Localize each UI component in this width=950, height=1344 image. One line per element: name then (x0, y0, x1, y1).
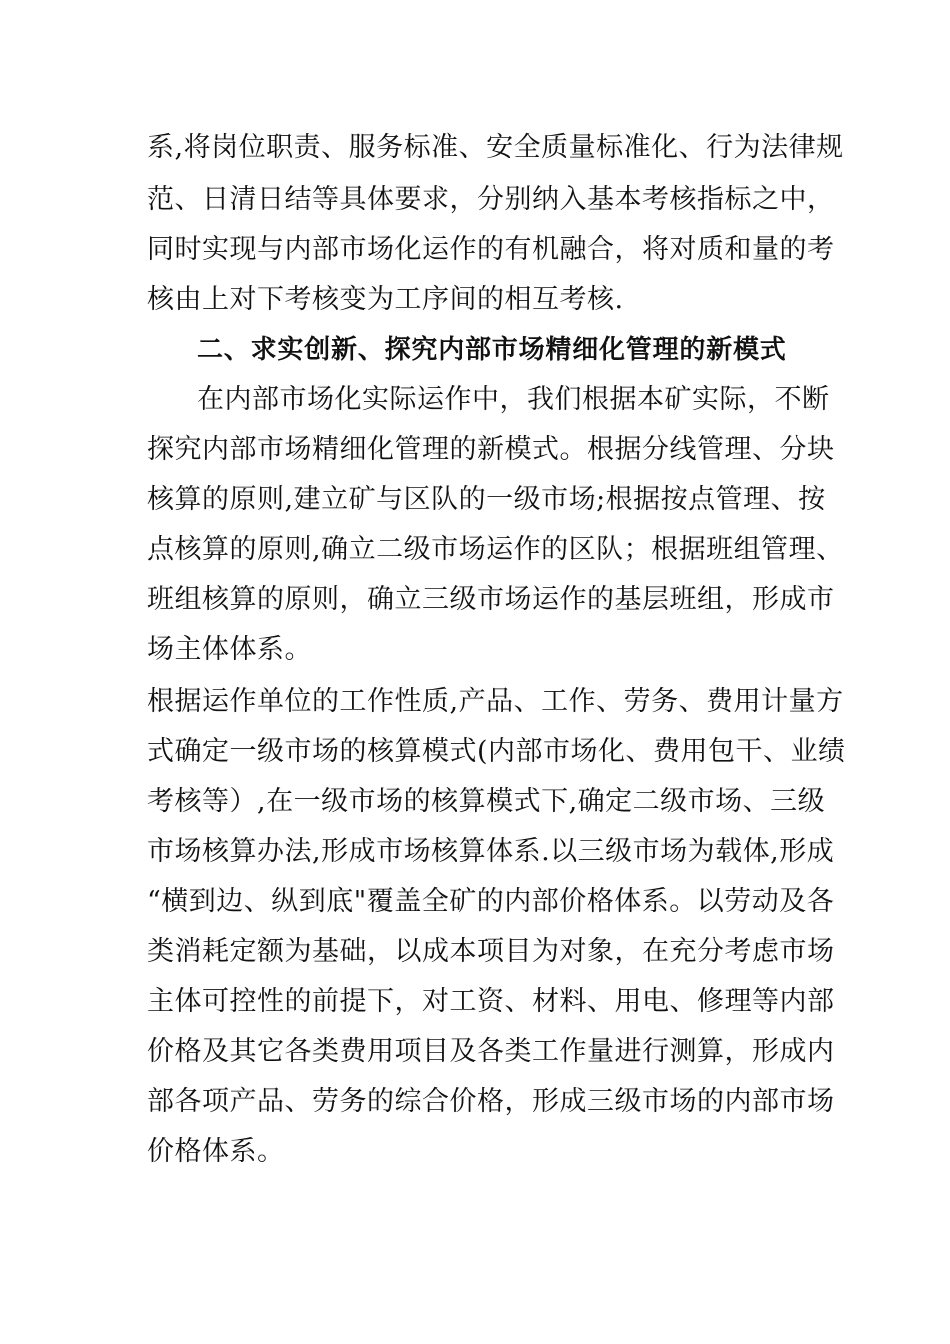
body-text-line: 根据运作单位的工作性质,产品、工作、劳务、费用计量方 (147, 686, 844, 717)
body-text-line: 价格及其它各类费用项目及各类工作量进行测算，形成内 (147, 1036, 835, 1067)
body-text-line: 系,将岗位职责、服务标准、安全质量标准化、行为法律规 (147, 132, 844, 163)
body-text-line: “横到边、纵到底"覆盖全矿的内部价格体系。以劳动及各 (147, 886, 835, 917)
body-text-line: 考核等）,在一级市场的核算模式下,确定二级市场、三级 (147, 786, 826, 817)
body-text-line: 场主体体系。 (147, 634, 312, 665)
body-text-line: 市场核算办法,形成市场核算体系.以三级市场为载体,形成 (147, 836, 835, 867)
body-text-line: 范、日清日结等具体要求，分别纳入基本考核指标之中， (147, 184, 835, 215)
body-text-line: 类消耗定额为基础，以成本项目为对象，在充分考虑市场 (147, 936, 835, 967)
body-text-line: 式确定一级市场的核算模式(内部市场化、费用包干、业绩 (147, 736, 846, 767)
body-text-line: 价格体系。 (147, 1136, 285, 1167)
body-text-line: 同时实现与内部市场化运作的有机融合，将对质和量的考 (147, 234, 835, 265)
body-text-line: 探究内部市场精细化管理的新模式。根据分线管理、分块 (147, 434, 835, 465)
body-text-line: 点核算的原则,确立二级市场运作的区队；根据班组管理、 (147, 534, 844, 565)
body-text-line: 核算的原则,建立矿与区队的一级市场;根据按点管理、按 (147, 484, 826, 515)
body-text-line: 在内部市场化实际运作中，我们根据本矿实际，不断 (197, 384, 830, 415)
body-text-line: 班组核算的原则，确立三级市场运作的基层班组，形成市 (147, 584, 835, 615)
body-text-line: 部各项产品、劳务的综合价格，形成三级市场的内部市场 (147, 1086, 835, 1117)
section-heading: 二、求实创新、探究内部市场精细化管理的新模式 (197, 335, 787, 365)
body-text-line: 核由上对下考核变为工序间的相互考核. (147, 284, 624, 315)
body-text-line: 主体可控性的前提下，对工资、材料、用电、修理等内部 (147, 986, 835, 1017)
